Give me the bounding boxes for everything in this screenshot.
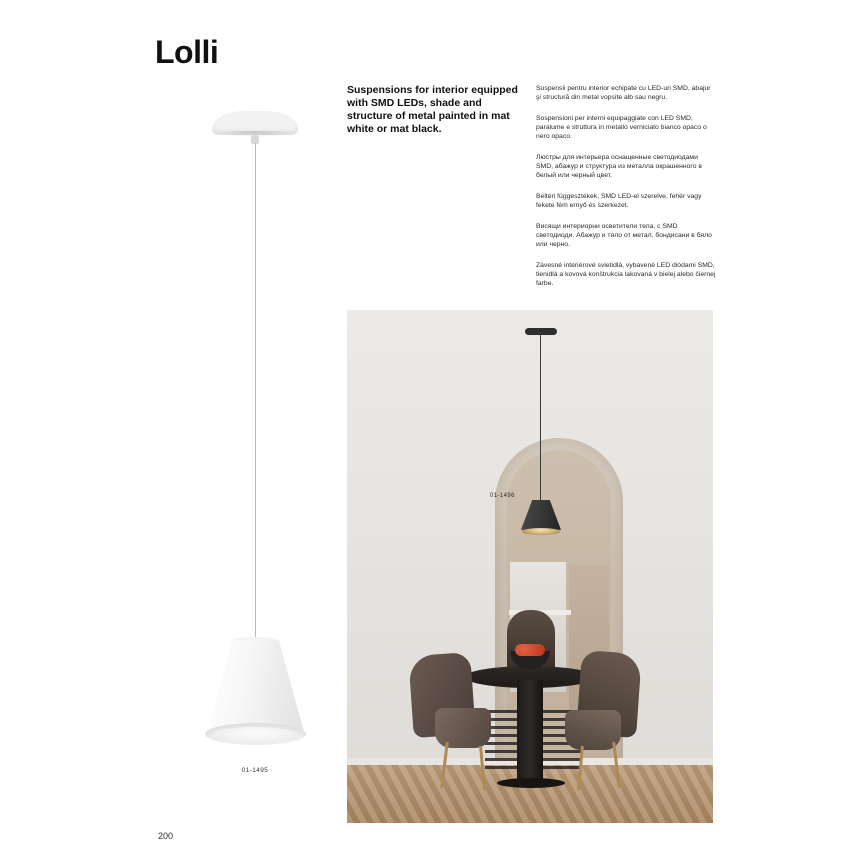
photo-chair-left-seat [435, 708, 491, 748]
translation-ru: Люстры для интерьера оснащенные светодиодами SMD, абажур и структура из металла окрашенного в белый или черный цвет. [536, 154, 702, 179]
photo-pendant-cord [540, 332, 541, 504]
photo-product-code-label: 01-1496 [490, 493, 515, 499]
interior-photo [347, 310, 713, 823]
translation-bg: Висящи интериорни осветители тела, с SMD светодиоди. Абажур и тяло от метал, бондисани в бяло или черно. [536, 223, 712, 248]
shade-diffuser [213, 727, 298, 742]
page-title: Lolli [155, 34, 219, 70]
translations-block [536, 84, 716, 300]
translation-hu: Beltéri függesztékek, SMD LED-el szerelve, fehér vagy fekete fém ernyő és szerkezet. [536, 193, 702, 209]
photo-fruit [515, 644, 545, 656]
translation-sk: Závesné interiérové svietidlá, vybavené LED diódami SMD, tienidlá a kovová konštrukcia lakovaná v bielej alebo čiernej farbe. [536, 262, 716, 287]
page-number: 200 [158, 831, 174, 841]
photo-pendant-light [522, 528, 560, 535]
product-illustration [150, 95, 360, 795]
suspension-cable [255, 143, 257, 643]
product-code-label: 01-1495 [241, 767, 269, 774]
translation-it: Sospensioni per interni equipaggiate con LED SMD, paralume e struttura in metallo verniciato bianco opaco o nero opaco. [536, 115, 707, 140]
translation-ro: Suspensii pentru interior echipate cu LED-uri SMD, abajur şi structură din metal vopsite alb sau negru. [536, 85, 711, 101]
lead-description: Suspensions for interior equipped with SMD LEDs, shade and structure of metal painted in mat white or mat black. [347, 84, 518, 135]
photo-table-column [517, 680, 543, 785]
photo-table-base [497, 778, 565, 788]
